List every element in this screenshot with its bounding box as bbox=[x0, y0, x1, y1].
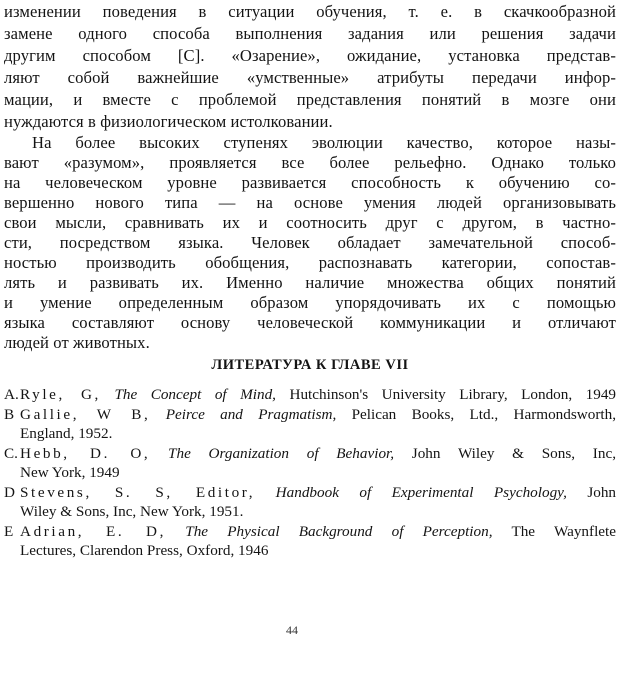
reference-line bbox=[4, 522, 616, 542]
reference-title: Peirce and Pragmatism, bbox=[165, 405, 337, 423]
text-line: вают «разумом», проявляется все более рельефно. Однако только bbox=[4, 153, 616, 172]
reference-item bbox=[4, 483, 616, 522]
reference-label: A. bbox=[4, 386, 19, 403]
reference-author: Ryle, G, bbox=[20, 386, 101, 403]
reference-item bbox=[4, 522, 616, 561]
reference-publisher: Hutchinson's University Library, London, 1949 bbox=[289, 386, 617, 403]
text-line: на человеческом уровне развивается способность к обучению со- bbox=[4, 173, 616, 192]
reference-author: Adrian, E. D, bbox=[20, 522, 167, 540]
reference-continuation: England, 1952. bbox=[20, 425, 113, 442]
text-line: мации, и вместе с проблемой представления понятий в мозге они bbox=[4, 90, 616, 109]
reference-author: Gallie, W B, bbox=[20, 405, 151, 423]
text-line: вершенно нового типа — на основе умения людей организовывать bbox=[4, 193, 616, 212]
reference-label: C. bbox=[4, 444, 18, 462]
text-line-overflow: людей от животных. bbox=[4, 333, 150, 352]
reference-label: E bbox=[4, 522, 14, 540]
reference-line bbox=[4, 385, 616, 405]
reference-item bbox=[4, 405, 616, 444]
text-line: ляют собой важнейшие «умственные» атрибуты передачи инфор- bbox=[4, 68, 616, 87]
reference-title: Handbook of Experimental Psychology, bbox=[275, 483, 567, 501]
reference-item bbox=[4, 385, 616, 405]
reference-title: The Concept of Mind, bbox=[114, 386, 276, 403]
reference-title: The Physical Background of Perception, bbox=[185, 522, 493, 540]
reference-line bbox=[4, 483, 616, 503]
reference-item bbox=[4, 444, 616, 483]
reference-label: B bbox=[4, 405, 15, 423]
reference-publisher: Pelican Books, Ltd., Harmondsworth, bbox=[351, 405, 617, 423]
reference-continuation: New York, 1949 bbox=[20, 464, 120, 481]
reference-title: The Organization of Behavior, bbox=[168, 444, 395, 462]
text-line: нуждаются в физиологическом истолковании. bbox=[4, 112, 333, 131]
text-line: На более высоких ступенях эволюции качество, которое назы- bbox=[32, 133, 616, 152]
reference-line bbox=[4, 444, 616, 464]
text-line: лять и развивать их. Именно наличие множества общих понятий bbox=[4, 273, 616, 292]
reference-publisher: John Wiley & Sons, Inc, bbox=[411, 444, 616, 462]
text-line: и умение определенным образом упорядочивать их с помощью bbox=[4, 293, 616, 312]
text-line: свои мысли, сравнивать их и соотносить друг с другом, в частно- bbox=[4, 213, 616, 232]
reference-author: Hebb, D. O, bbox=[20, 444, 151, 462]
section-heading: ЛИТЕРАТУРА К ГЛАВЕ VII bbox=[211, 357, 409, 373]
reference-continuation: Lectures, Clarendon Press, Oxford, 1946 bbox=[20, 542, 269, 559]
reference-line bbox=[4, 405, 616, 425]
page-number: 44 bbox=[286, 623, 298, 637]
text-line: языка составляют основу человеческой коммуникации и отличают bbox=[4, 313, 616, 332]
text-line: изменении поведения в ситуации обучения, т. е. в скачкообразной bbox=[4, 2, 616, 21]
reference-publisher: The Waynflete bbox=[511, 522, 617, 540]
text-line: сти, посредством языка. Человек обладает замечательной способ- bbox=[4, 233, 616, 252]
text-line: замене одного способа выполнения задания или решения задачи bbox=[4, 24, 616, 43]
reference-continuation: Wiley & Sons, Inc, New York, 1951. bbox=[20, 503, 244, 520]
reference-author: Stevens, S. S, Editor, bbox=[20, 483, 256, 501]
reference-list bbox=[4, 385, 616, 561]
text-line: ностью производить обобщения, распознавать категории, сопостав- bbox=[4, 253, 616, 272]
reference-label: D bbox=[4, 483, 15, 501]
reference-publisher: John bbox=[587, 483, 617, 501]
text-line: другим способом [С]. «Озарение», ожидание, установка представ- bbox=[4, 46, 616, 65]
